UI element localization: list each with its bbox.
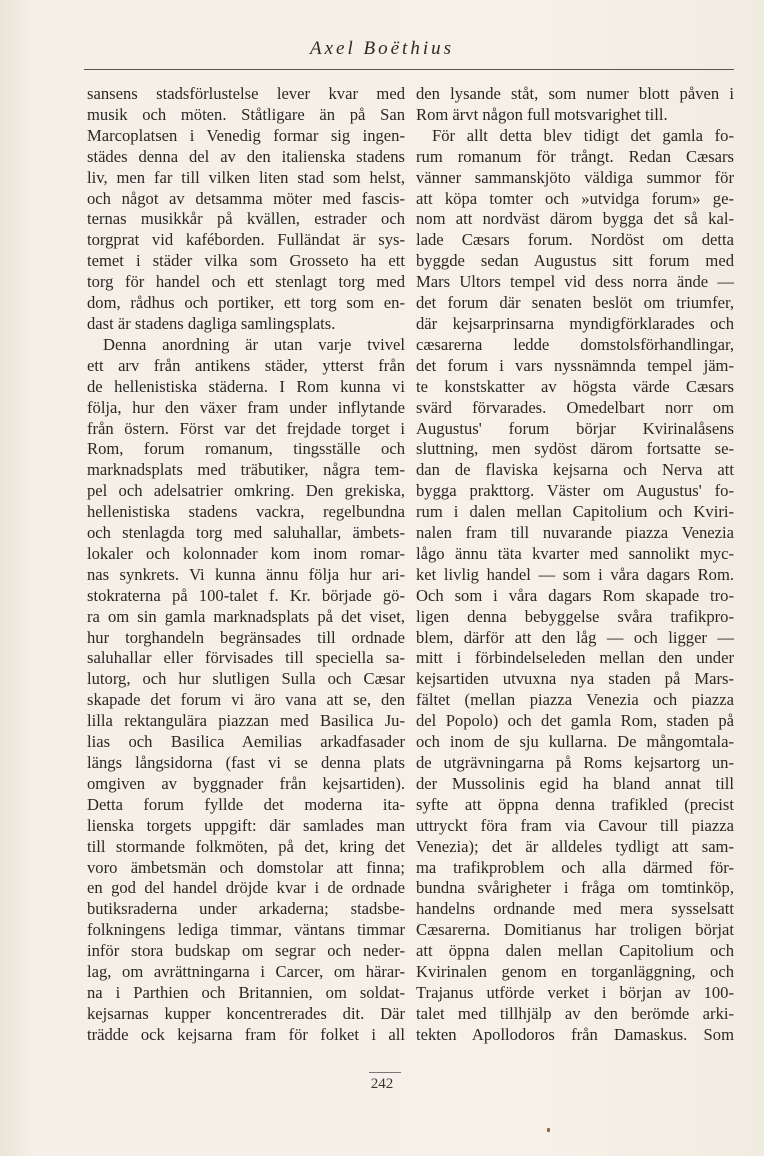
page-number: 242: [370, 1076, 394, 1092]
text-line: ket livlig handel — som i våra dagars Rom.: [416, 564, 734, 584]
text-line: skapade det forum vi äro vana att se, den: [87, 690, 405, 710]
text-line: talet med tillhjälp av den berömde arki-: [416, 1003, 734, 1023]
text-line: Denna anordning är utan varje tvivel: [103, 334, 405, 354]
text-line: temet i städer vilka som Grosseto ha ett: [87, 251, 405, 271]
text-line: torgprat vid kaféborden. Fulländat är sys-: [87, 230, 405, 250]
text-line: ternas musikkår på kvällen, estrader och: [87, 209, 405, 229]
text-line: lågo ännu täta kvarter med sannolikt myc-: [416, 543, 734, 563]
text-line: Kvirinalen genom en torganläggning, och: [416, 962, 734, 982]
text-line: marknadsplats med träbutiker, några tem-: [87, 460, 405, 480]
text-line: lilla rektangulära piazzan med Basilica Ju-: [87, 711, 405, 731]
running-header: Axel Boëthius: [310, 38, 454, 59]
text-line: hellenistiska stadens vackra, regelbundna: [87, 502, 405, 522]
text-line: Venezia); det är alldeles tydligt att sam-: [416, 836, 734, 856]
text-line: byggde sedan Augustus sitt forum med: [416, 251, 734, 271]
text-line: det forum där senaten beslöt om triumfer,: [416, 293, 734, 313]
text-line: kejsartiden utvuxna nya staden på Mars-: [416, 669, 734, 689]
text-line: torg för handel och ett stenlagt torg med: [87, 272, 405, 292]
text-line: det forum i vars nyssnämnda tempel jäm-: [416, 355, 734, 375]
text-line: ligen denna bebyggelse svåra trafikpro-: [416, 606, 734, 626]
text-line: folkningens lediga timmar, väntans timmar: [87, 920, 405, 940]
text-line: bygga prakttorg. Väster om Augustus' fo-: [416, 481, 734, 501]
text-line: städes denna del av den italienska stadens: [87, 146, 405, 166]
text-line: en god del handel dröjde kvar i de ordnade: [87, 878, 405, 898]
text-line: te konstskatter av högsta värde Cæsars: [416, 376, 734, 396]
text-line: Detta forum fyllde det moderna ita-: [87, 794, 405, 814]
text-line: omgiven av byggnader från kejsartiden).: [87, 773, 405, 793]
text-line: nom att nordväst därom bygga det så kal-: [416, 209, 734, 229]
text-line: sluttning, men sydöst därom fortsatte se-: [416, 439, 734, 459]
text-line: voro ämbetsmän och domstolar att finna;: [87, 857, 405, 877]
text-line: ra om sin gamla marknadsplats på det viset,: [87, 606, 405, 626]
text-line: butiksraderna under arkaderna; stadsbe-: [87, 899, 405, 919]
text-line: lade Cæsars forum. Nordöst om detta: [416, 230, 734, 250]
text-line: och inom de sju kullarna. De mångomtala-: [416, 732, 734, 752]
text-line: nas synkrets. Vi kunna ännu följa hur ari-: [87, 564, 405, 584]
text-line: tekten Apollodoros från Damaskus. Som: [416, 1024, 734, 1044]
text-line: Trajanus utförde verket i början av 100-: [416, 982, 734, 1002]
text-line: trädde ock kejsarna fram för folket i all: [87, 1024, 405, 1044]
text-line: Marcoplatsen i Venedig formar sig ingen-: [87, 125, 405, 145]
text-line: handelns ordnande med mera sysselsatt: [416, 899, 734, 919]
text-line: cæsarerna ledde domstolsförhandlingar,: [416, 334, 734, 354]
text-line: syfte att öppna denna trafikled (precist: [416, 794, 734, 814]
text-line: del Popolo) och det gamla Rom, staden på: [416, 711, 734, 731]
folio-rule: [369, 1072, 401, 1073]
text-line: den lysande ståt, som numer blott påven i: [416, 84, 734, 103]
text-line: att köpa tomter och »utvidga forum» ge-: [416, 188, 734, 208]
text-line: dom, rådhus och portiker, ett torg som en-: [87, 293, 405, 313]
text-line: pel och adelsatrier omkring. Den grekiska,: [87, 481, 405, 501]
text-line: uttryckt föra fram via Cavour till piazza: [416, 815, 734, 835]
text-line: dan de flaviska kejsarna och Nerva att: [416, 460, 734, 480]
text-line: musik och möten. Ståtligare än på San: [87, 104, 405, 124]
text-line: och stenlagda torg med saluhallar, ämbets-: [87, 523, 405, 543]
header-rule: [84, 69, 734, 70]
text-line: lag, om avrättningarna i Carcer, om härar-: [87, 962, 405, 982]
text-line: följa, hur den växer fram under inflytande: [87, 397, 405, 417]
text-line: Mars Ultors tempel vid dess norra ände —: [416, 272, 734, 292]
text-line: lias och Basilica Aemilias arkadfasader: [87, 732, 405, 752]
text-line: Och som i våra dagars Rom skapade tro-: [416, 585, 734, 605]
text-line: Rom ärvt någon full motsvarighet till.: [416, 104, 668, 124]
text-line: ett arv från antikens städer, ytterst från: [87, 355, 405, 375]
text-line: mitt i förbindelseleden mellan den under: [416, 648, 734, 668]
text-line: na i Parthien och Britannien, om soldat-: [87, 982, 405, 1002]
text-line: liv, men far till vilken liten stad som helst,: [87, 167, 405, 187]
paper-speck: [547, 1128, 550, 1132]
text-line: fältet (mellan piazza Venezia och piazza: [416, 690, 734, 710]
text-line: vänner sammanskjöto väldiga summor för: [416, 167, 734, 187]
text-line: svärd förvarades. Omedelbart norr om: [416, 397, 734, 417]
text-line: nalen fram till nuvarande piazza Venezia: [416, 523, 734, 543]
text-line: de utgrävningarna på Roms kejsartorg un-: [416, 753, 734, 772]
text-line: lokaler och kolonnader kom inom romar-: [87, 543, 405, 563]
text-line: och något av detsamma möter med fascis-: [87, 188, 405, 208]
text-line: saluhallar eller förvisades till speciella sa-: [87, 648, 405, 668]
left-column: [87, 84, 405, 1046]
text-line: där kejsarprinsarna myndigförklarades och: [416, 313, 734, 333]
text-line: sansens stadsförlustelse lever kvar med: [87, 84, 405, 103]
text-line: Rom, forum romanum, tingsställe och: [87, 439, 405, 459]
text-line: rum romanum för trångt. Redan Cæsars: [416, 146, 734, 166]
text-line: från östern. Först var det frejdade torget i: [87, 418, 405, 438]
text-line: der Mussolinis egid ha bland annat till: [416, 773, 734, 793]
text-line: att öppna dalen mellan Capitolium och: [416, 941, 734, 961]
right-column: [416, 84, 734, 1046]
text-line: inför stora budskap om segrar och neder-: [87, 941, 405, 961]
text-line: Cæsarerna. Domitianus har troligen börjat: [416, 920, 734, 940]
text-line: ma trafikproblem och alla därmed för-: [416, 857, 734, 877]
text-line: kejsarnas kupper koncentrerades dit. Där: [87, 1003, 405, 1023]
text-line: rum i dalen mellan Capitolium och Kviri-: [416, 502, 734, 522]
text-line: För allt detta blev tidigt det gamla fo-: [432, 125, 734, 145]
text-line: lutorg, och hur slutligen Sulla och Cæsar: [87, 669, 405, 689]
text-line: blem, därför att den låg — och ligger —: [416, 627, 734, 647]
text-line: bundna svårigheter i fråga om tomtinköp,: [416, 878, 734, 898]
text-line: Augustus' forum börjar Kvirinalåsens: [416, 418, 734, 438]
text-line: dast är stadens dagliga samlingsplats.: [87, 313, 336, 333]
text-line: längs långsidorna (fast vi se denna plats: [87, 753, 405, 772]
text-line: lienska torgets uppgift: där samlades man: [87, 815, 405, 835]
text-line: hur torghandeln begränsades till ordnade: [87, 627, 405, 647]
text-line: de hellenistiska städerna. I Rom kunna vi: [87, 376, 405, 396]
text-line: till stormande folkmöten, på det, kring det: [87, 836, 405, 856]
text-line: stokraterna på 100-talet f. Kr. började gö-: [87, 585, 405, 605]
